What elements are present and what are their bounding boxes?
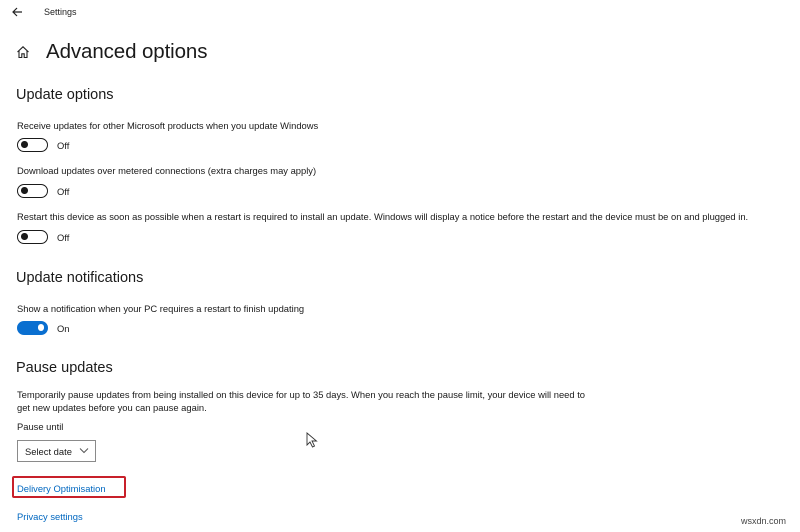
app-title: Settings: [44, 7, 77, 17]
setting-label-restart-asap: Restart this device as soon as possible when a restart is required to install an update. Windows will display a notice before the restart and the device must be on and plugged in.: [17, 211, 749, 222]
toggle-knob: [38, 324, 45, 331]
toggle-state-label: Off: [57, 139, 70, 151]
section-title-update-notifications: Update notifications: [16, 270, 144, 286]
toggle-state-label: Off: [57, 185, 70, 197]
setting-label-microsoft-products: Receive updates for other Microsoft products when you update Windows: [17, 120, 319, 131]
section-title-update-options: Update options: [16, 87, 114, 103]
back-button[interactable]: [9, 4, 25, 20]
chevron-down-icon: [79, 447, 89, 454]
setting-label-restart-notification: Show a notification when your PC requires a restart to finish updating: [17, 303, 305, 314]
toggle-metered-connections[interactable]: [17, 184, 69, 198]
section-title-pause-updates: Pause updates: [16, 360, 113, 376]
delivery-optimisation-link[interactable]: Delivery Optimisation: [17, 483, 106, 494]
toggle-state-label: On: [57, 322, 70, 334]
privacy-settings-link[interactable]: Privacy settings: [17, 511, 83, 522]
arrow-left-icon: [12, 7, 23, 17]
mouse-cursor-icon: [306, 432, 318, 448]
toggle-knob: [21, 233, 28, 240]
toggle-switch[interactable]: [17, 230, 48, 244]
toggle-restart-notification[interactable]: [17, 321, 70, 335]
toggle-microsoft-products[interactable]: [17, 138, 69, 152]
pause-until-label: Pause until: [17, 421, 64, 432]
dropdown-value: Select date: [25, 445, 72, 457]
toggle-knob: [21, 187, 28, 194]
toggle-switch[interactable]: [17, 321, 48, 335]
pause-updates-description: Temporarily pause updates from being installed on this device for up to 35 days. When you reach the pause limit, your device will need to get new updates before you can pause again.: [17, 389, 586, 413]
toggle-switch[interactable]: [17, 184, 48, 198]
page-header: [16, 38, 207, 66]
toggle-state-label: Off: [57, 231, 70, 243]
home-icon[interactable]: [16, 45, 31, 60]
toggle-switch[interactable]: [17, 138, 48, 152]
watermark: wsxdn.com: [741, 516, 787, 526]
toggle-restart-asap[interactable]: [17, 230, 69, 244]
setting-label-metered-connections: Download updates over metered connections (extra charges may apply): [17, 165, 317, 176]
toggle-knob: [21, 141, 28, 148]
page-title: Advanced options: [46, 40, 208, 63]
pause-until-dropdown[interactable]: [17, 440, 96, 462]
title-bar: [0, 0, 800, 24]
